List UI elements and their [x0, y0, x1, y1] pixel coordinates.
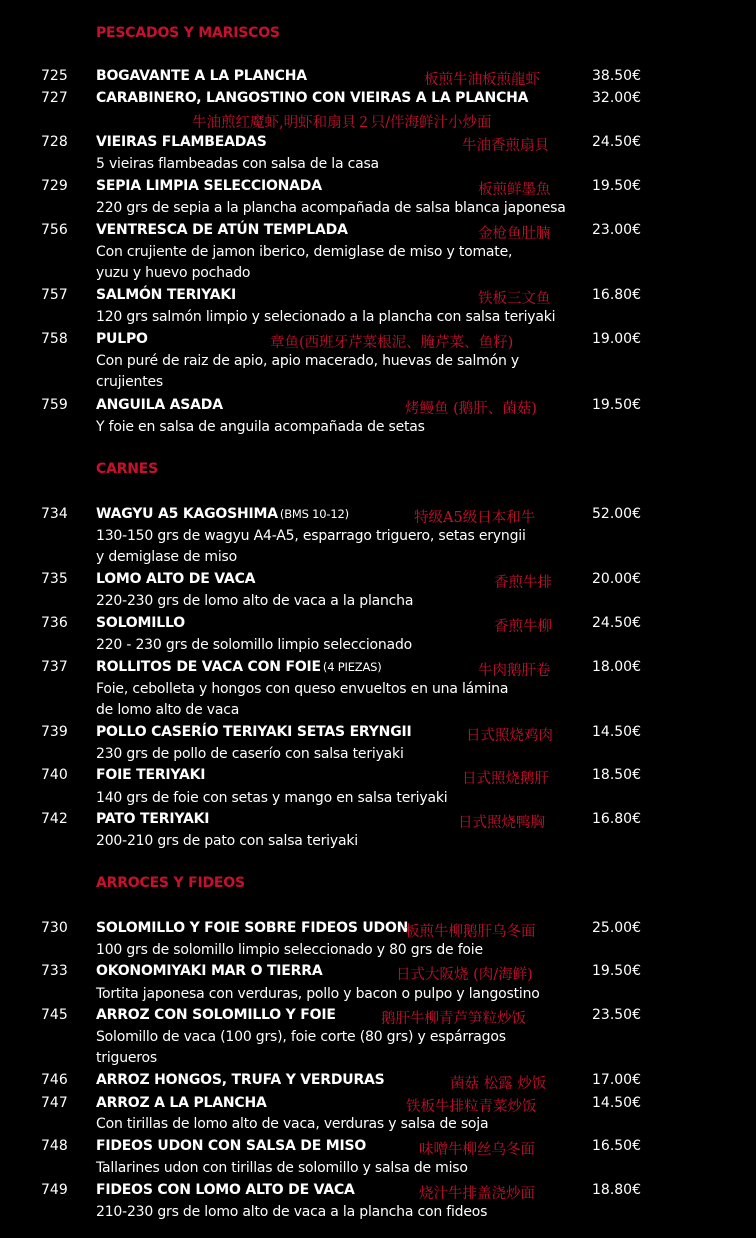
menu-item — [0, 811, 756, 833]
menu-item — [0, 1007, 756, 1029]
item-price: 38.50€ — [592, 68, 641, 84]
item-chinese-name: 牛油煎红魔虾,明虾和扇貝２只/伴海鲜汁小炒面 — [192, 115, 492, 131]
item-chinese-name: 日式照烧鸡肉 — [466, 728, 553, 744]
item-chinese-name: 味噌牛柳丝乌冬面 — [419, 1142, 535, 1158]
item-chinese-name: 烧汁牛排盖浇炒面 — [419, 1186, 535, 1202]
item-name: PULPO — [96, 331, 148, 347]
menu-item — [0, 767, 756, 789]
item-price: 17.00€ — [592, 1072, 641, 1088]
item-chinese-name: 板煎鲜墨魚 — [478, 182, 551, 198]
item-name — [96, 506, 349, 522]
item-description: 220 grs de sepia a la plancha acompañada de salsa blanca japonesa — [96, 200, 566, 216]
item-price: 25.00€ — [592, 920, 641, 936]
item-price: 32.00€ — [592, 90, 641, 106]
item-name — [96, 659, 382, 675]
item-description: 120 grs salmón limpio y selecionado a la plancha con salsa teriyaki — [96, 309, 556, 325]
item-chinese-name: 牛油香煎扇貝 — [462, 138, 549, 154]
item-chinese-name: 板煎牛柳鹅肝乌冬面 — [405, 924, 536, 940]
item-chinese-name: 章鱼(西班牙芹菜根泥、腌芹菜、鱼籽) — [270, 335, 514, 351]
item-name: SOLOMILLO — [96, 615, 185, 631]
menu-item — [0, 920, 756, 942]
item-name: LOMO ALTO DE VACA — [96, 571, 256, 587]
item-name: FOIE TERIYAKI — [96, 767, 206, 783]
item-price: 19.50€ — [592, 178, 641, 194]
item-description: 230 grs de pollo de caserío con salsa teriyaki — [96, 746, 404, 762]
menu-item — [0, 90, 756, 112]
item-price: 18.80€ — [592, 1182, 641, 1198]
item-name: PATO TERIYAKI — [96, 811, 210, 827]
item-code: 747 — [41, 1095, 68, 1111]
menu-item — [0, 222, 756, 244]
item-name: CARABINERO, LANGOSTINO CON VIEIRAS A LA PLANCHA — [96, 90, 529, 106]
item-chinese-name: 鹅肝牛柳青芦笋粒炒饭 — [381, 1011, 526, 1027]
item-code: 756 — [41, 222, 68, 238]
item-description: 100 grs de solomillo limpio seleccionado y 80 grs de foie — [96, 942, 483, 958]
item-code: 749 — [41, 1182, 68, 1198]
menu-item — [0, 506, 756, 528]
item-price: 19.50€ — [592, 397, 641, 413]
item-description: 210-230 grs de lomo alto de vaca a la plancha con fideos — [96, 1204, 488, 1220]
item-code: 757 — [41, 287, 68, 303]
item-description: Y foie en salsa de anguila acompañada de setas — [96, 419, 425, 435]
item-description: Con crujiente de jamon iberico, demiglase de miso y tomate, — [96, 244, 513, 260]
item-description: 140 grs de foie con setas y mango en salsa teriyaki — [96, 790, 448, 806]
item-name-text: WAGYU A5 KAGOSHIMA — [96, 506, 278, 522]
item-name: FIDEOS UDON CON SALSA DE MISO — [96, 1138, 367, 1154]
menu-item — [0, 1138, 756, 1160]
item-code: 736 — [41, 615, 68, 631]
item-name: POLLO CASERÍO TERIYAKI SETAS ERYNGII — [96, 724, 412, 740]
menu-item — [0, 68, 756, 90]
item-code: 746 — [41, 1072, 68, 1088]
item-description: 220 - 230 grs de solomillo limpio seleccionado — [96, 637, 412, 653]
item-price: 14.50€ — [592, 1095, 641, 1111]
item-name: SEPIA LIMPIA SELECCIONADA — [96, 178, 322, 194]
item-price: 16.80€ — [592, 811, 641, 827]
item-description: Con puré de raiz de apio, apio macerado, huevas de salmón y — [96, 353, 519, 369]
section-title-arroces: ARROCES Y FIDEOS — [96, 875, 245, 891]
section-title-carnes: CARNES — [96, 461, 159, 477]
menu-item — [0, 331, 756, 353]
item-name: OKONOMIYAKI MAR O TIERRA — [96, 963, 323, 979]
item-code: 759 — [41, 397, 68, 413]
item-code: 735 — [41, 571, 68, 587]
menu-item — [0, 178, 756, 200]
item-chinese-name: 铁板牛排粒青菜炒饭 — [406, 1099, 537, 1115]
menu-item — [0, 659, 756, 681]
item-price: 18.00€ — [592, 659, 641, 675]
item-name: ARROZ A LA PLANCHA — [96, 1095, 267, 1111]
item-description: y demiglase de miso — [96, 549, 238, 565]
item-description: crujientes — [96, 374, 163, 390]
item-name-text: ROLLITOS DE VACA CON FOIE — [96, 659, 321, 675]
item-price: 24.50€ — [592, 615, 641, 631]
item-chinese-name: 金枪鱼肚腩 — [478, 226, 551, 242]
item-price: 52.00€ — [592, 506, 641, 522]
item-chinese-name: 板煎牛油板煎龍虾 — [424, 72, 540, 88]
item-chinese-name: 香煎牛排 — [494, 575, 552, 591]
item-code: 727 — [41, 90, 68, 106]
item-name: SALMÓN TERIYAKI — [96, 287, 237, 303]
item-code: 734 — [41, 506, 68, 522]
item-description: Solomillo de vaca (100 grs), foie corte (80 grs) y espárragos — [96, 1029, 506, 1045]
item-price: 14.50€ — [592, 724, 641, 740]
item-description: 5 vieiras flambeadas con salsa de la casa — [96, 156, 379, 172]
item-price: 24.50€ — [592, 134, 641, 150]
item-code: 742 — [41, 811, 68, 827]
item-code: 725 — [41, 68, 68, 84]
item-name: FIDEOS CON LOMO ALTO DE VACA — [96, 1182, 355, 1198]
item-code: 748 — [41, 1138, 68, 1154]
item-chinese-name: 香煎牛柳 — [494, 619, 552, 635]
item-price: 23.50€ — [592, 1007, 641, 1023]
item-price: 20.00€ — [592, 571, 641, 587]
item-price: 16.50€ — [592, 1138, 641, 1154]
menu-item — [0, 1095, 756, 1117]
menu-item — [0, 963, 756, 985]
item-name: VIEIRAS FLAMBEADAS — [96, 134, 267, 150]
item-name: SOLOMILLO Y FOIE SOBRE FIDEOS UDON — [96, 920, 409, 936]
item-description: Tallarines udon con tirillas de solomillo y salsa de miso — [96, 1160, 468, 1176]
item-code: 728 — [41, 134, 68, 150]
item-chinese-name: 特级A5级日本和牛 — [414, 510, 536, 526]
menu-item — [0, 1182, 756, 1204]
item-description: trigueros — [96, 1050, 158, 1066]
item-chinese-name: 烤鳗鱼 (鹅肝、菌菇) — [405, 401, 537, 417]
item-name: BOGAVANTE A LA PLANCHA — [96, 68, 307, 84]
item-chinese-name: 铁板三文鱼 — [478, 291, 551, 307]
item-name: ARROZ CON SOLOMILLO Y FOIE — [96, 1007, 336, 1023]
item-chinese-name: 日式照烧鹅肝 — [462, 771, 549, 787]
menu-item — [0, 571, 756, 593]
item-price: 18.50€ — [592, 767, 641, 783]
item-name: ARROZ HONGOS, TRUFA Y VERDURAS — [96, 1072, 385, 1088]
item-description: Con tirillas de lomo alto de vaca, verduras y salsa de soja — [96, 1116, 489, 1132]
menu-item — [0, 397, 756, 419]
item-code: 758 — [41, 331, 68, 347]
item-description: Tortita japonesa con verduras, pollo y bacon o pulpo y langostino — [96, 986, 540, 1002]
item-code: 740 — [41, 767, 68, 783]
item-description: Foie, cebolleta y hongos con queso envueltos en una lámina — [96, 681, 509, 697]
item-description: 200-210 grs de pato con salsa teriyaki — [96, 833, 358, 849]
menu-item — [0, 615, 756, 637]
item-code: 745 — [41, 1007, 68, 1023]
item-description: yuzu y huevo pochado — [96, 265, 251, 281]
item-price: 19.00€ — [592, 331, 641, 347]
menu-item — [0, 134, 756, 156]
item-chinese-name: 日式照烧鸭胸 — [458, 815, 545, 831]
item-note: (BMS 10-12) — [279, 507, 349, 521]
item-chinese-name: 菌菇 松露 炒饭 — [450, 1076, 547, 1092]
item-description: 130-150 grs de wagyu A4-A5, esparrago triguero, setas eryngii — [96, 528, 526, 544]
item-price: 16.80€ — [592, 287, 641, 303]
item-code: 730 — [41, 920, 68, 936]
item-code: 739 — [41, 724, 68, 740]
item-name: ANGUILA ASADA — [96, 397, 223, 413]
item-chinese-name: 日式大阪烧 (肉/海鲜) — [396, 967, 533, 983]
item-price: 23.00€ — [592, 222, 641, 238]
item-code: 733 — [41, 963, 68, 979]
menu-item — [0, 724, 756, 746]
item-code: 737 — [41, 659, 68, 675]
item-name: VENTRESCA DE ATÚN TEMPLADA — [96, 222, 348, 238]
item-description: de lomo alto de vaca — [96, 702, 240, 718]
menu-item — [0, 287, 756, 309]
section-title-pescados: PESCADOS Y MARISCOS — [96, 25, 280, 41]
item-code: 729 — [41, 178, 68, 194]
item-chinese-name: 牛肉鹅肝卷 — [478, 663, 551, 679]
menu-item — [0, 1072, 756, 1094]
item-price: 19.50€ — [592, 963, 641, 979]
item-description: 220-230 grs de lomo alto de vaca a la plancha — [96, 593, 414, 609]
item-note: (4 PIEZAS) — [322, 660, 382, 674]
